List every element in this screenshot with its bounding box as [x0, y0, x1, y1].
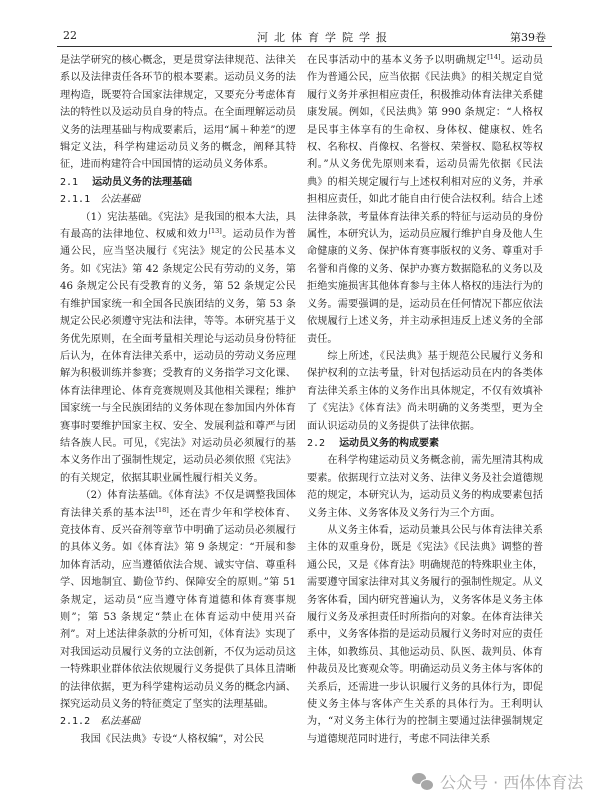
paragraph-sports-law: [60, 487, 296, 713]
paragraph-summary: 综上所述，《民法典》基于规范公民履行义务和保护权利的立法考量，针对包括运动员在内的各类体育法律关系主体的义务作出具体规定，不仅有效填补了《宪法》《体育法》尚未明确的义务类型，更为全面认识运动员的义务提供了法律依据。: [307, 350, 543, 432]
section-heading-2-1: [60, 174, 296, 191]
paragraph-text: 在民事活动中的基本义务予以明确规定: [307, 55, 488, 66]
paragraph: 我国《民法典》专设“人格权编”，对公民: [80, 733, 264, 745]
wechat-icon: [412, 773, 434, 791]
paragraph: 是法学研究的核心概念，更是贯穿法律规范、法律关系以及法律责任各环节的根本要素。运动员义务的法理构造，既要符合国家法律规定，又要充分考虑体育法的特性以及运动员自身的特点。在全面理解运动员义务的法理基础与构成要素后，运用“属＋种差”的逻辑定义法，科学构建运动员义务的概念，阐释其特征，进而构建符合中国国情的运动员义务体系。: [60, 55, 296, 171]
watermark: [412, 770, 583, 793]
page-header: [57, 28, 552, 47]
page-number: 22: [63, 29, 77, 42]
section-heading-2-2: [307, 435, 543, 452]
section-title: 运动员义务的构成要素: [339, 437, 440, 449]
watermark-text: 公众号 · 西体体育法: [440, 773, 584, 792]
paragraph-text: （2）体育法基础。《体育法》不仅是调整我国体育法律关系的基本法: [60, 490, 296, 519]
paragraph-text: ，还在青少年和学校体育、竞技体育、反兴奋剂等章节中明确了运动员必须履行的具体义务。如《体育法》第 9 条规定：“开展和参加体育活动，应当遵循依法合规、诚实守信、尊重科学、因地制宜、勤俭节约、保障安全的原则。”第 51 条规定，运动员“应当遵守体育道德和体育赛事规则”；第 53 条规定“禁止在体育运动中使用兴奋剂”。对上述法律条款的分析可知，《体育法》实现了对我国运动员履行义务的立法创新，不仅为运动员这一特殊职业群体依法依规履行义务提供了具体且清晰的法律依据，更为科学建构运动员义务的概念内涵、探究运动员义务的特征奠定了坚实的法理基础。: [60, 507, 297, 711]
subsection-number: 2.1.2: [60, 716, 91, 728]
subsection-heading-2-1-2: [60, 713, 296, 730]
paragraph-text: 。运动员作为普通公民，应当坚决履行《宪法》规定的公民基本义务。如《宪法》第 42 条规定公民有劳动的义务，第 46 条规定公民有受教育的义务，第 52 条规定公民有维护国家统一和全国各民族团结的义务，第 53 条规定公民必须遵守宪法和法律，等等。本研究基于义务优先原则，在全面考量相关理论与运动员身份特征后认为，在体育法律关系中，运动员的劳动义务应理解为积极训练并参赛；受教育的义务指学习文化课、体育法律理论、体育竞赛规则及其他相关课程；维护国家统一与全民族团结的义务体现在参加国内外体育赛事时要维护国家主权、安全、发展利益和尊严与团结各族人民。可见，《宪法》对运动员必须履行的基本义务作出了强制性规定，运动员必须依照《宪法》的有关规定，依据其职业属性履行相关义务。: [60, 229, 296, 484]
subsection-heading-2-1-1: [60, 191, 296, 208]
citation-ref[interactable]: [18]: [155, 505, 169, 514]
journal-title: 河北体育学院学报: [257, 31, 393, 44]
paragraph-text: （1）宪法基础。《宪法》是我国的根本大法，具有最高的法律地位、权威和效力: [60, 211, 296, 241]
paragraph-constitution: [60, 209, 296, 488]
section-number: 2.2: [307, 437, 326, 449]
subsection-number: 2.1.1: [60, 194, 91, 206]
section-number: 2.1: [60, 176, 79, 188]
right-column: [307, 52, 543, 748]
citation-ref[interactable]: [13]: [208, 227, 222, 236]
paragraph: 在科学构建运动员义务概念前，需先厘清其构成要素。依据现行立法对义务、法律义务及社会道德规范的规定，本研究认为，运动员义务的构成要素包括义务主体、义务客体及义务行为三个方面。: [307, 455, 543, 519]
citation-ref[interactable]: [14]: [487, 53, 501, 61]
paragraph-civil-code: [307, 52, 543, 348]
subsection-title: 私法基础: [100, 716, 141, 728]
left-column: [60, 52, 296, 748]
paragraph-text: 。运动员作为普通公民，应当依据《民法典》的相关规定自觉履行义务并承担相应责任，积极推动体育法律关系健康发展。例如，《民法典》第 990 条规定：“人格权是民事主体享有的生命权、身体权、健康权、姓名权、名称权、肖像权、名誉权、荣誉权、隐私权等权利。”从义务优先原则来看，运动员需先依据《民法典》的相关规定履行与上述权利相对应的义务，并承担相应责任，如此才能自由行使合法权利。结合上述法律条款，考量体育法律关系的特征与运动员的身份属性，本研究认为，运动员应履行维护自身及他人生命健康的义务、保护体育赛事版权的义务、尊重对手名誉和肖像的义务、保护办赛方数据隐私的义务以及拒绝实施损害其他体育参与主体人格权的违法行为的义务。需要强调的是，运动员在任何情况下都应依法依规履行上述义务，并主动承担违反上述义务的全部责任。: [307, 55, 544, 345]
volume-label: 第39卷: [510, 31, 546, 44]
subsection-title: 公法基础: [100, 194, 141, 206]
paragraph: 从义务主体看，运动员兼具公民与体育法律关系主体的双重身份，既是《宪法》《民法典》调整的普通公民，又是《体育法》明确规范的特殊职业主体，需要遵守国家法律对其义务履行的强制性规定。从义务客体看，国内研究普遍认为，义务客体是义务主体履行义务及承担责任时所指向的对象。在体育法律关系中，义务客体指的是运动员履行义务时对应的责任主体，如教练员、其他运动员、队医、裁判员、体育仲裁员及比赛观众等。明确运动员义务主体与客体的关系后，还需进一步认识履行义务的具体行为，即促使义务主体与客体产生关系的具体行为。王利明认为，“对义务主体行为的控制主要通过法律强制规定与道德规范同时进行，考虑不同法律关系: [307, 524, 543, 745]
section-title: 运动员义务的法理基础: [92, 176, 193, 188]
